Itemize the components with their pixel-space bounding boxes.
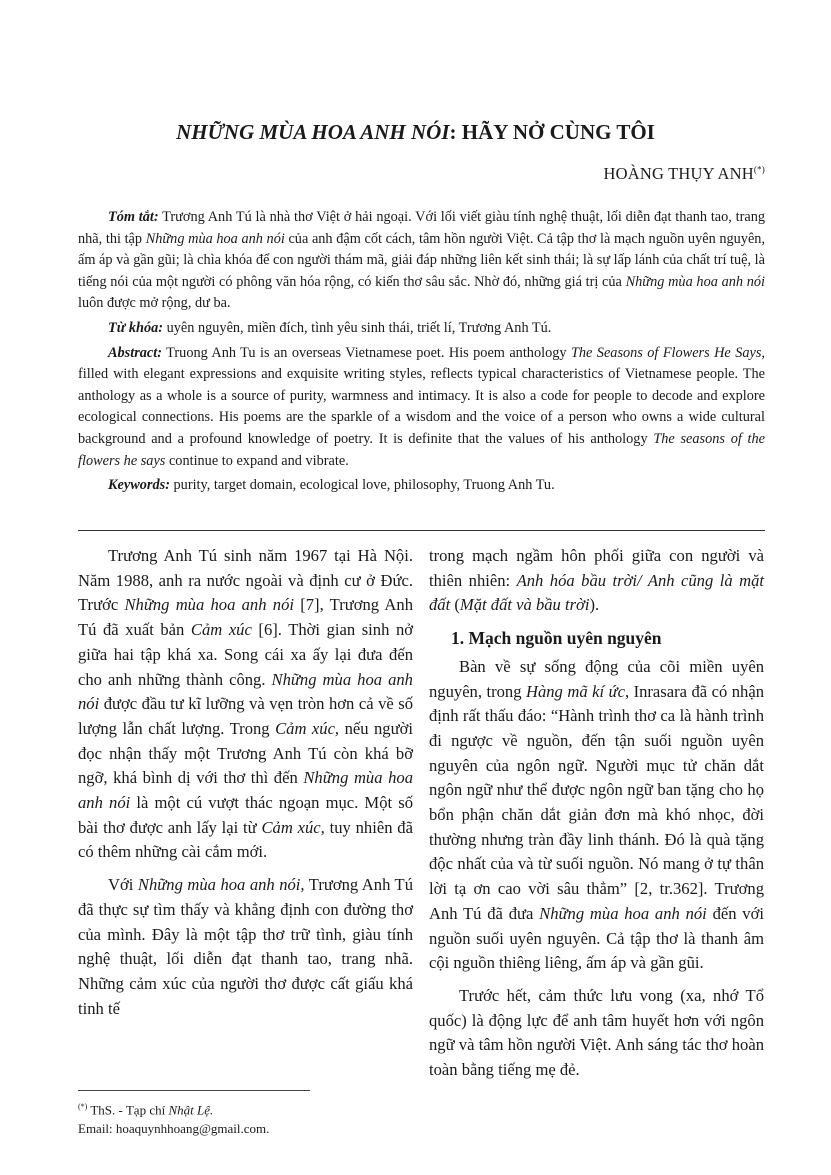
title-rest: : HÃY NỞ CÙNG TÔI	[449, 120, 655, 144]
text-run: Bàn về sự sống động của cõi miền uyên nguyên, trong	[429, 656, 764, 701]
text-run: Trương Anh Tú là nhà thơ Việt ở hải ngoại. Với lối viết giàu tính nghệ thuật, lối diễn đạt thanh tao, trang nhã, thi tập	[78, 209, 766, 247]
footnote	[78, 1097, 269, 1138]
italic-text: Cảm xúc	[190, 620, 252, 640]
text-run: [7], Trương Anh Tú đã xuất bản	[78, 595, 413, 640]
italic-text: Những mùa hoa anh nói	[145, 230, 285, 247]
footnote-mark: (*)	[78, 1102, 88, 1111]
label: Từ khóa:	[108, 319, 164, 336]
abstract-block	[78, 207, 765, 500]
continuation-paragraph	[429, 544, 764, 618]
abstract-paragraph	[78, 475, 765, 497]
abstract-paragraph	[78, 207, 765, 315]
title-italic-part: NHỮNG MÙA HOA ANH NÓI	[176, 120, 450, 144]
footnote-divider	[78, 1090, 310, 1091]
section-heading: 1. Mạch nguồn uyên nguyên	[451, 628, 662, 649]
italic-text: Mặt đất và bầu trời	[459, 595, 590, 615]
italic-text: Cảm xúc,	[275, 718, 340, 738]
body-paragraph	[78, 544, 413, 865]
label: Abstract:	[108, 344, 163, 361]
body-paragraph	[78, 873, 413, 1021]
right-column	[429, 544, 764, 1091]
text-run: đến với nguồn suối uyên nguyên. Cả tập thơ là thanh âm cội nguồn thiêng liêng, ấm áp và gần gũi.	[429, 903, 764, 973]
body-paragraph	[429, 655, 764, 976]
italic-text: Những mùa hoa anh nói	[625, 273, 765, 290]
text-run: được đầu tư kĩ lưỡng và vẹn tròn hơn cả về số lượng lẫn chất lượng. Trong	[78, 694, 413, 738]
italic-text: Anh hóa bầu trời/ Anh cũng là mặt đất	[429, 570, 764, 615]
italic-text: Cảm xúc,	[261, 817, 325, 837]
text-run: trong mạch ngầm hôn phối giữa con người và thiên nhiên:	[429, 546, 764, 590]
author-name: HOÀNG THỤY ANH	[603, 164, 754, 183]
text-run: , filled with elegant expressions and exquisite writing styles, reflects typical characteristics of Vietnamese people. The anthology as a whole is a source of purity, warmness and intimacy. It is also a code for people to decode and explore ecological connections. His poems are the sparkle of a wisdom and the voice of a person who owns a wide cultural background and a profound knowledge of poetry. It is definite that the values of his anthology	[78, 344, 765, 447]
abstract-divider	[78, 530, 765, 531]
text-run: của anh đậm cốt cách, tâm hồn người Việt. Cả tập thơ là mạch nguồn uyên nguyên, ấm áp và gần gũi; là chìa khóa để con người thám mã, giải đáp những liên kết sinh thái; là sự lấp lánh của chất trí tuệ, là tiếng nói của một người có phông văn hóa rộng, có kiến thơ sâu sắc. Nhờ đó, những giá trị của	[78, 230, 766, 290]
italic-text: Những mùa hoa anh nói	[78, 669, 413, 714]
text-run: Truong Anh Tu is an overseas Vietnamese poet. His poem anthology	[162, 344, 571, 361]
text-run: , Inrasara đã có nhận định rất thấu đáo: “Hành trình thơ ca là hành trình đi ngược về nguồn, đến tận suối nguồn uyên nguyên của ngôn ngữ. Người mục tử chăn dắt ngôn ngữ như thể được ngôn ngữ ban tặng cho họ bổn phận chăn dắt giản đơn mà khó nhọc, đời thường nhưng tràn đầy linh thánh. Đó là quà tặng độc nhất của và từ suối nguồn. Nó mang ở tự thân lời tạ ơn cao vời sâu thẳm” [2, tr.362]. Trương Anh Tú đã đưa	[429, 681, 765, 923]
text-run: nếu người đọc nhận thấy một Trương Anh Tú còn khá bỡ ngỡ, khá bình dị với thơ thì đến	[78, 718, 413, 788]
italic-text: Hàng mã kí ức	[525, 681, 625, 701]
text-run: tuy nhiên đã có thêm những cài cắm mới.	[78, 817, 413, 862]
abstract-paragraph	[78, 343, 765, 473]
text-run: uyên nguyên, miền đích, tình yêu sinh thái, triết lí, Trương Anh Tú.	[163, 319, 552, 336]
text-run: luôn được mở rộng, dư ba.	[78, 295, 231, 312]
footnote-email: Email: hoaquynhhoang@gmail.com.	[78, 1121, 270, 1137]
italic-text: Những mùa hoa anh nói	[124, 595, 294, 615]
text-run: (	[450, 595, 460, 615]
italic-text: The seasons of the flowers he says	[78, 430, 765, 469]
italic-text: Nhật Lệ.	[168, 1102, 214, 1118]
italic-text: Những mùa hoa anh nói	[539, 903, 707, 923]
italic-text: Những mùa hoa anh nói	[78, 768, 413, 813]
text-run: Với	[108, 875, 138, 895]
text-run: continue to expand and vibrate.	[165, 452, 349, 469]
italic-text: Những mùa hoa anh nói,	[137, 875, 305, 895]
italic-text: The Seasons of Flowers He Says	[570, 344, 762, 361]
text-run: là một cú vượt thác ngoạn mục. Một số bài thơ được anh lấy lại từ	[78, 793, 413, 837]
body-paragraph	[429, 984, 764, 1083]
article-title	[0, 120, 831, 145]
text-run: ).	[589, 595, 600, 615]
text-run: Trương Anh Tú đã thực sự tìm thấy và khẳng định con đường thơ của mình. Đây là một tập thơ trữ tình, giàu tính nghệ thuật, lối diễn đạt thanh tao, trang nhã. Những cảm xúc của người thơ được cất giấu khá tinh tế	[78, 875, 413, 1018]
text-run: [6]. Thời gian sinh nở giữa hai tập khá xa. Song cái xa ấy lại đưa đến cho anh những thành công.	[78, 620, 414, 689]
text-run: Trương Anh Tú sinh năm 1967 tại Hà Nội. Năm 1988, anh ra nước ngoài và định cư ở Đức. Trước	[78, 546, 413, 615]
label: Tóm tắt:	[108, 209, 159, 225]
label: Keywords:	[108, 477, 170, 494]
text-run: ThS. - Tạp chí	[87, 1102, 169, 1118]
abstract-paragraph	[78, 318, 765, 340]
text-run: Trước hết, cảm thức lưu vong (xa, nhớ Tổ quốc) là động lực để anh tâm huyết hơn với ngôn ngữ và tâm hồn người Việt. Anh sáng tác thơ hoàn toàn bằng tiếng mẹ đẻ.	[429, 985, 764, 1080]
author-footnote-mark: (*)	[753, 164, 765, 175]
left-column	[78, 544, 413, 1029]
author	[604, 164, 766, 184]
text-run: purity, target domain, ecological love, philosophy, Truong Anh Tu.	[169, 477, 555, 494]
